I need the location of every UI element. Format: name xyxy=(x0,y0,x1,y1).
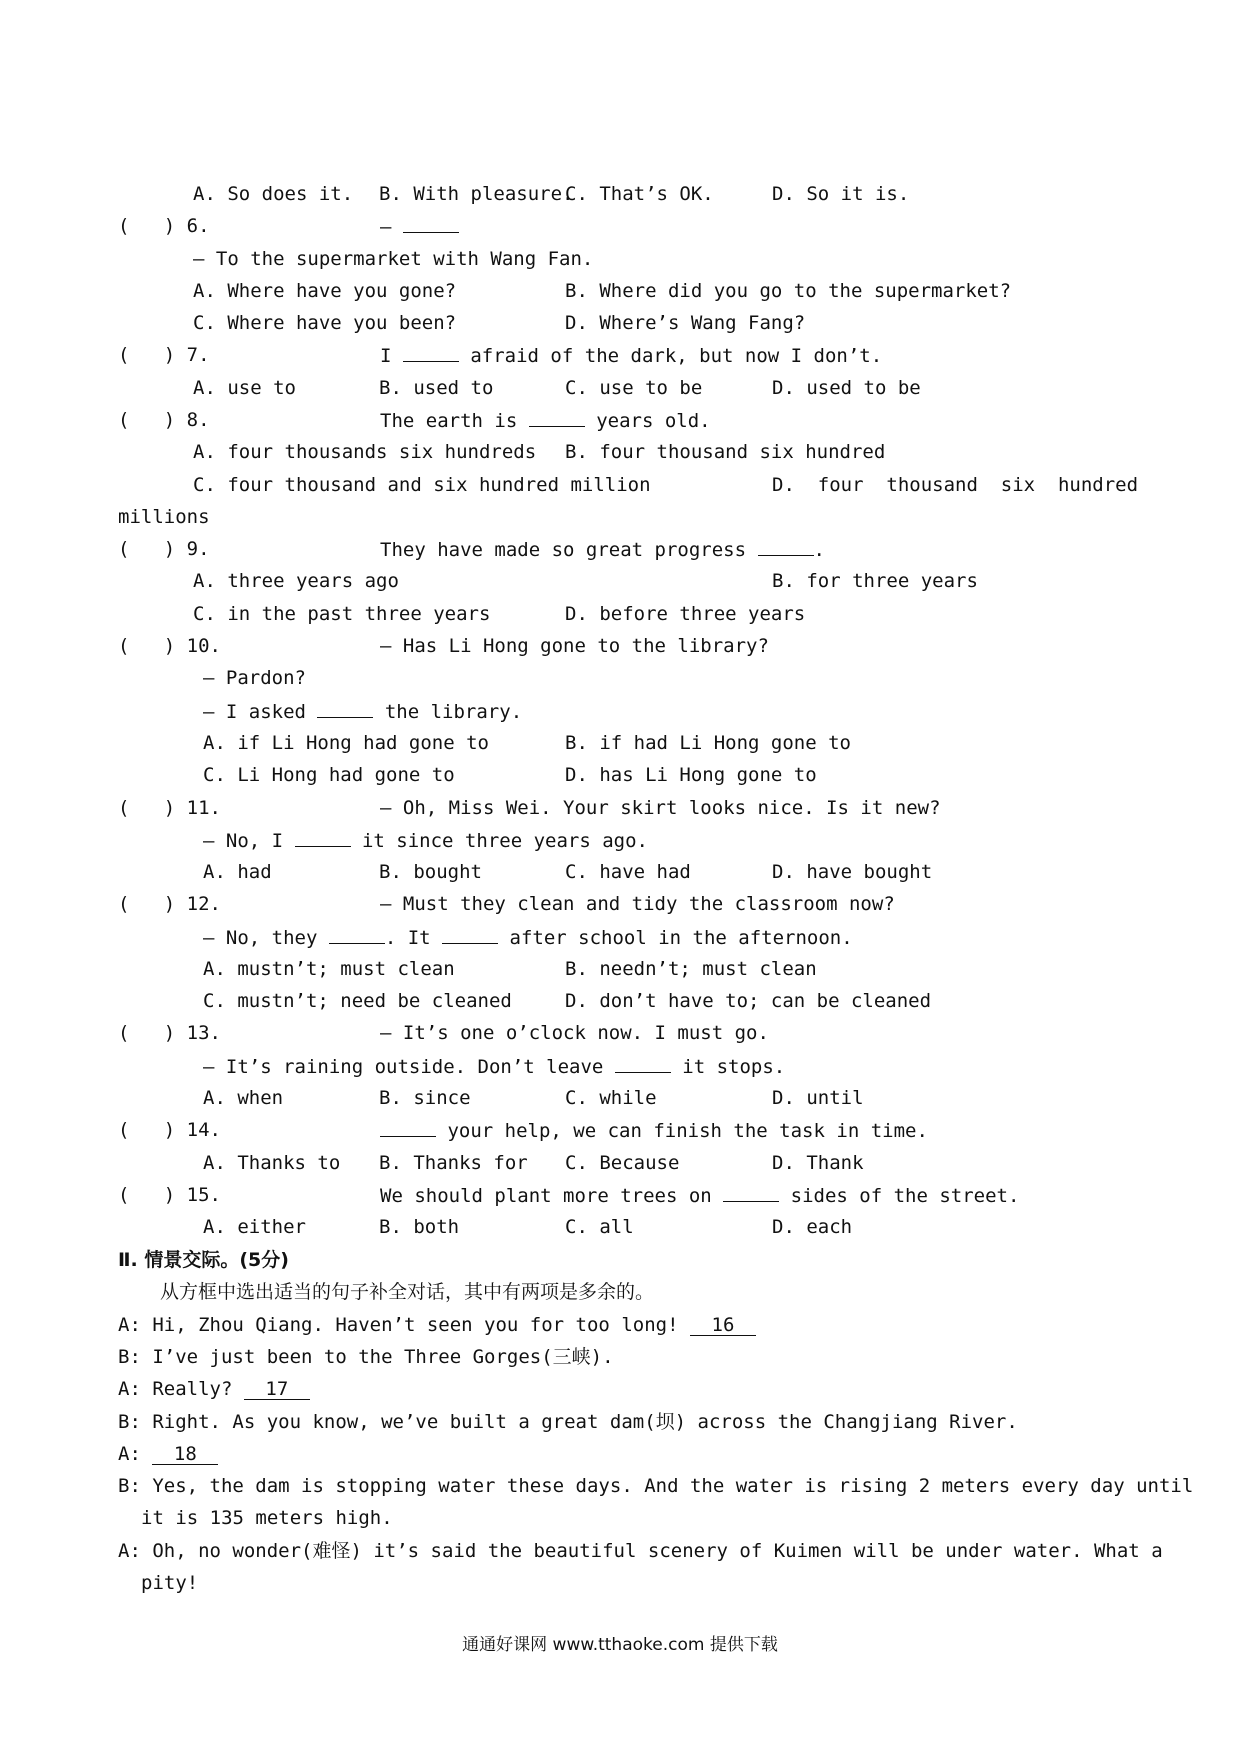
q10-line2: — Pardon? xyxy=(203,667,306,689)
dialog-line-2: B: I’ve just been to the Three Gorges(三峡). xyxy=(118,1346,614,1368)
dialog-line-6-continued: it is 135 meters high. xyxy=(141,1507,393,1529)
q13-number: ( ) 13. xyxy=(118,1022,221,1044)
q6-option-d: D. Where’s Wang Fang? xyxy=(565,312,806,334)
q15-blank[interactable] xyxy=(723,1183,779,1202)
q10-number: ( ) 10. xyxy=(118,635,221,657)
q6-option-b: B. Where did you go to the supermarket? xyxy=(565,280,1012,302)
q5-option-c: C. That’s OK. xyxy=(565,183,714,205)
q8-option-c: C. four thousand and six hundred million xyxy=(193,474,651,496)
q13-option-a: A. when xyxy=(203,1087,284,1109)
q14-option-b: B. Thanks for xyxy=(379,1152,528,1174)
q6-option-a: A. Where have you gone? xyxy=(193,280,457,302)
q12-number: ( ) 12. xyxy=(118,893,221,915)
q8-option-a: A. four thousands six hundreds xyxy=(193,441,537,463)
dialog-blank-17[interactable]: 17 xyxy=(244,1379,310,1400)
q15-option-a: A. either xyxy=(203,1216,306,1238)
q7-option-d: D. used to be xyxy=(772,377,921,399)
section-2-instruction: 从方框中选出适当的句子补全对话，其中有两项是多余的。 xyxy=(160,1281,655,1303)
q9-number: ( ) 9. xyxy=(118,538,210,560)
q7-option-c: C. use to be xyxy=(565,377,703,399)
q9-option-b: B. for three years xyxy=(772,570,978,592)
q14-number: ( ) 14. xyxy=(118,1119,221,1141)
q6-stem: — xyxy=(380,214,459,239)
q6-option-c: C. Where have you been? xyxy=(193,312,457,334)
q7-option-b: B. used to xyxy=(379,377,494,399)
q12-stem: — Must they clean and tidy the classroom now? xyxy=(380,893,895,915)
q14-option-a: A. Thanks to xyxy=(203,1152,341,1174)
q11-line2: — No, I it since three years ago. xyxy=(203,830,648,852)
q15-option-d: D. each xyxy=(772,1216,853,1238)
q8-stem: The earth is years old. xyxy=(380,410,711,432)
q11-number: ( ) 11. xyxy=(118,797,221,819)
q6-reply: — To the supermarket with Wang Fan. xyxy=(193,248,594,270)
q6-blank[interactable] xyxy=(403,214,459,233)
q8-option-d: D. four thousand six hundred xyxy=(772,474,1139,496)
q10-option-a: A. if Li Hong had gone to xyxy=(203,732,489,754)
q13-option-c: C. while xyxy=(565,1087,657,1109)
q9-blank[interactable] xyxy=(758,537,814,556)
q12-option-c: C. mustn’t; need be cleaned xyxy=(203,990,512,1012)
q7-number: ( ) 7. xyxy=(118,344,210,366)
q10-blank[interactable] xyxy=(317,699,373,718)
q8-option-b: B. four thousand six hundred xyxy=(565,441,886,463)
q9-stem: They have made so great progress . xyxy=(380,539,825,561)
q13-option-b: B. since xyxy=(379,1087,471,1109)
q15-number: ( ) 15. xyxy=(118,1184,221,1206)
q13-blank[interactable] xyxy=(615,1054,671,1073)
q12-blank-2[interactable] xyxy=(442,925,498,944)
q14-stem: your help, we can finish the task in time. xyxy=(380,1118,928,1143)
dialog-line-1: A: Hi, Zhou Qiang. Haven’t seen you for too long! 16 xyxy=(118,1313,756,1337)
q11-option-d: D. have bought xyxy=(772,861,933,883)
q10-option-d: D. has Li Hong gone to xyxy=(565,764,817,786)
q15-stem: We should plant more trees on sides of the street. xyxy=(380,1185,1020,1207)
dialog-line-7: A: Oh, no wonder(难怪) it’s said the beautiful scenery of Kuimen will be under water. What a xyxy=(118,1540,1163,1562)
q11-option-b: B. bought xyxy=(379,861,482,883)
dialog-line-3: A: Really? 17 xyxy=(118,1377,310,1401)
q8-number: ( ) 8. xyxy=(118,409,210,431)
q7-stem: I afraid of the dark, but now I don’t. xyxy=(380,345,883,367)
q5-option-a: A. So does it. xyxy=(193,183,354,205)
dialog-blank-16[interactable]: 16 xyxy=(690,1315,756,1336)
q12-option-d: D. don’t have to; can be cleaned xyxy=(565,990,932,1012)
q13-option-d: D. until xyxy=(772,1087,864,1109)
dialog-line-7-continued: pity! xyxy=(141,1572,199,1594)
section-2-title: Ⅱ. 情景交际。(5分) xyxy=(118,1249,289,1271)
q14-blank[interactable] xyxy=(380,1118,436,1137)
q10-line3: — I asked the library. xyxy=(203,701,523,723)
q7-option-a: A. use to xyxy=(193,377,296,399)
dialog-line-5: A: 18 xyxy=(118,1442,218,1466)
q11-option-a: A. had xyxy=(203,861,272,883)
q12-option-b: B. needn’t; must clean xyxy=(565,958,817,980)
q10-stem: — Has Li Hong gone to the library? xyxy=(380,635,769,657)
q12-option-a: A. mustn’t; must clean xyxy=(203,958,455,980)
q13-stem: — It’s one o’clock now. I must go. xyxy=(380,1022,769,1044)
dialog-line-4: B: Right. As you know, we’ve built a great dam(坝) across the Changjiang River. xyxy=(118,1411,1018,1433)
q11-blank[interactable] xyxy=(295,828,351,847)
q12-line2: — No, they . It after school in the afternoon. xyxy=(203,927,853,949)
q13-line2: — It’s raining outside. Don’t leave it stops. xyxy=(203,1056,786,1078)
q5-option-d: D. So it is. xyxy=(772,183,910,205)
q11-stem: — Oh, Miss Wei. Your skirt looks nice. Is it new? xyxy=(380,797,941,819)
q10-option-b: B. if had Li Hong gone to xyxy=(565,732,851,754)
q14-option-c: C. Because xyxy=(565,1152,680,1174)
q9-option-a: A. three years ago xyxy=(193,570,399,592)
q8-option-d-continued: millions xyxy=(118,506,210,528)
q6-number: ( ) 6. xyxy=(118,215,210,237)
dialog-blank-18[interactable]: 18 xyxy=(152,1444,218,1465)
q9-option-d: D. before three years xyxy=(565,603,806,625)
q12-blank-1[interactable] xyxy=(329,925,385,944)
q15-option-c: C. all xyxy=(565,1216,634,1238)
q9-option-c: C. in the past three years xyxy=(193,603,491,625)
q10-option-c: C. Li Hong had gone to xyxy=(203,764,455,786)
q15-option-b: B. both xyxy=(379,1216,460,1238)
q11-option-c: C. have had xyxy=(565,861,691,883)
dialog-line-6: B: Yes, the dam is stopping water these days. And the water is rising 2 meters every day until xyxy=(118,1475,1194,1497)
q5-option-b: B. With pleasure. xyxy=(379,183,574,205)
page-footer: 通通好课网 www.tthaoke.com 提供下载 xyxy=(462,1635,778,1655)
q14-option-d: D. Thank xyxy=(772,1152,864,1174)
q7-blank[interactable] xyxy=(403,343,459,362)
q8-blank[interactable] xyxy=(529,408,585,427)
